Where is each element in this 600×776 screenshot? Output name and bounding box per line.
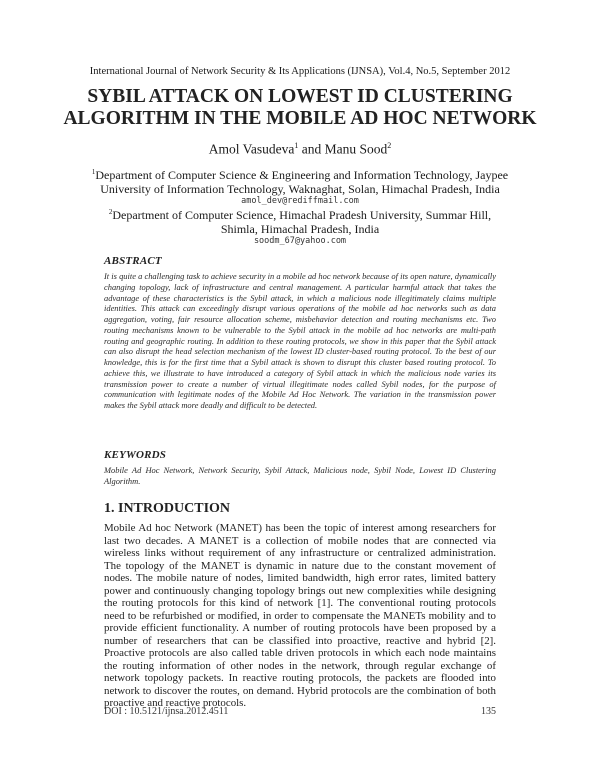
affiliation-2-email[interactable]: soodm_67@yahoo.com xyxy=(253,236,347,246)
author-1: Amol Vasudeva xyxy=(208,141,295,157)
affiliation-2-sup: 2 xyxy=(108,208,113,216)
journal-header: International Journal of Network Security & Its Applications (IJNSA), Vol.4, No.5, September 2012 xyxy=(89,66,511,77)
page-number: 135 xyxy=(481,706,496,717)
author-conjunction: and xyxy=(298,141,325,157)
introduction-text: Mobile Ad hoc Network (MANET) has been the topic of interest among researchers for last two decades. A MANET is a collection of mobile nodes that are connected via wireless links without requirement of any infrastructure or centralized administration. The topology of the MANET is dynamic in nature due to the constant movement of nodes. The mobile nature of nodes, limited bandwidth, high error rates, limited battery power and continuously changing topology brings out new complexities while designing the routing protocols for this kind of network [1]. The conventional routing protocols need to be refurbished or modified, in order to compensate the MANETs mobility and to provide efficient functionality. A number of routing protocols have been proposed by a number of researchers that can be classified into proactive, reactive and hybrid [2]. Proactive protocols are also called table driven protocols in which each node maintains the routing information of other nodes in the network, through regular exchange of network topology packets. In reactive routing protocols, the packets are flooded into network to discover the routes, on demand. Hybrid protocols are the combination of both proactive and reactive protocols. xyxy=(104,522,496,709)
author-list xyxy=(0,141,600,158)
affiliation-2-text: Department of Computer Science, Himachal Pradesh University, Summar Hill, Shimla, Himachal Pradesh, India xyxy=(112,208,492,236)
author-2-sup: 2 xyxy=(387,141,392,150)
affiliation-1-email[interactable]: amol_dev@rediffmail.com xyxy=(241,196,359,206)
affiliation-2 xyxy=(90,205,510,247)
author-1-sup: 1 xyxy=(294,141,299,150)
affiliation-1-sup: 1 xyxy=(91,168,96,176)
abstract-heading: ABSTRACT xyxy=(104,255,162,267)
affiliation-1-text: Department of Computer Science & Engineering and Information Technology, Jaypee University of Information Technology, Waknaghat, Solan, Himachal Pradesh, India xyxy=(95,168,509,196)
doi-footer[interactable]: DOI : 10.5121/ijnsa.2012.4511 xyxy=(104,706,229,717)
title-line-1: SYBIL ATTACK ON LOWEST ID CLUSTERING xyxy=(87,86,513,107)
keywords-heading: KEYWORDS xyxy=(104,449,167,461)
title-line-2: ALGORITHM IN THE MOBILE AD HOC NETWORK xyxy=(63,108,537,129)
keywords-text: Mobile Ad Hoc Network, Network Security, Sybil Attack, Malicious node, Sybil Node, Lowest ID Clustering Algorithm. xyxy=(104,465,496,486)
affiliation-1 xyxy=(90,165,510,207)
author-2: Manu Sood xyxy=(324,141,388,157)
abstract-text: It is quite a challenging task to achieve security in a mobile ad hoc network because of its open nature, dynamically changing topology, lack of infrastructure and central management. A particular harmful attack that takes the advantage of these characteristics is the Sybil attack, in which a malicious node illegitimately claims multiple identities. This attack can exceedingly disrupt various operations of the mobile ad hoc networks such as data aggregation, voting, fair resource allocation scheme, misbehavior detection and routing mechanisms etc. Two routing mechanisms known to be vulnerable to the Sybil attack in the mobile ad hoc networks are multi-path routing and geographic routing. In addition to these routing protocols, we show in this paper that the Sybil attack can also disrupt the head selection mechanism of the lowest ID cluster-based routing protocol. To the best of our knowledge, this is for the first time that a Sybil attack is shown to disrupt this cluster based routing protocol. To achieve this, we illustrate to have introduced a category of Sybil attack in which the malicious node varies its transmission power to create a number of virtual illegitimate nodes called Sybil nodes, for the purpose of communication with legitimate nodes of the Mobile Ad Hoc Network. The variation in the transmission power makes the Sybil attack more deadly and difficult to be detected. xyxy=(104,271,496,410)
paper-title xyxy=(0,86,600,130)
introduction-heading: 1. INTRODUCTION xyxy=(104,501,231,516)
